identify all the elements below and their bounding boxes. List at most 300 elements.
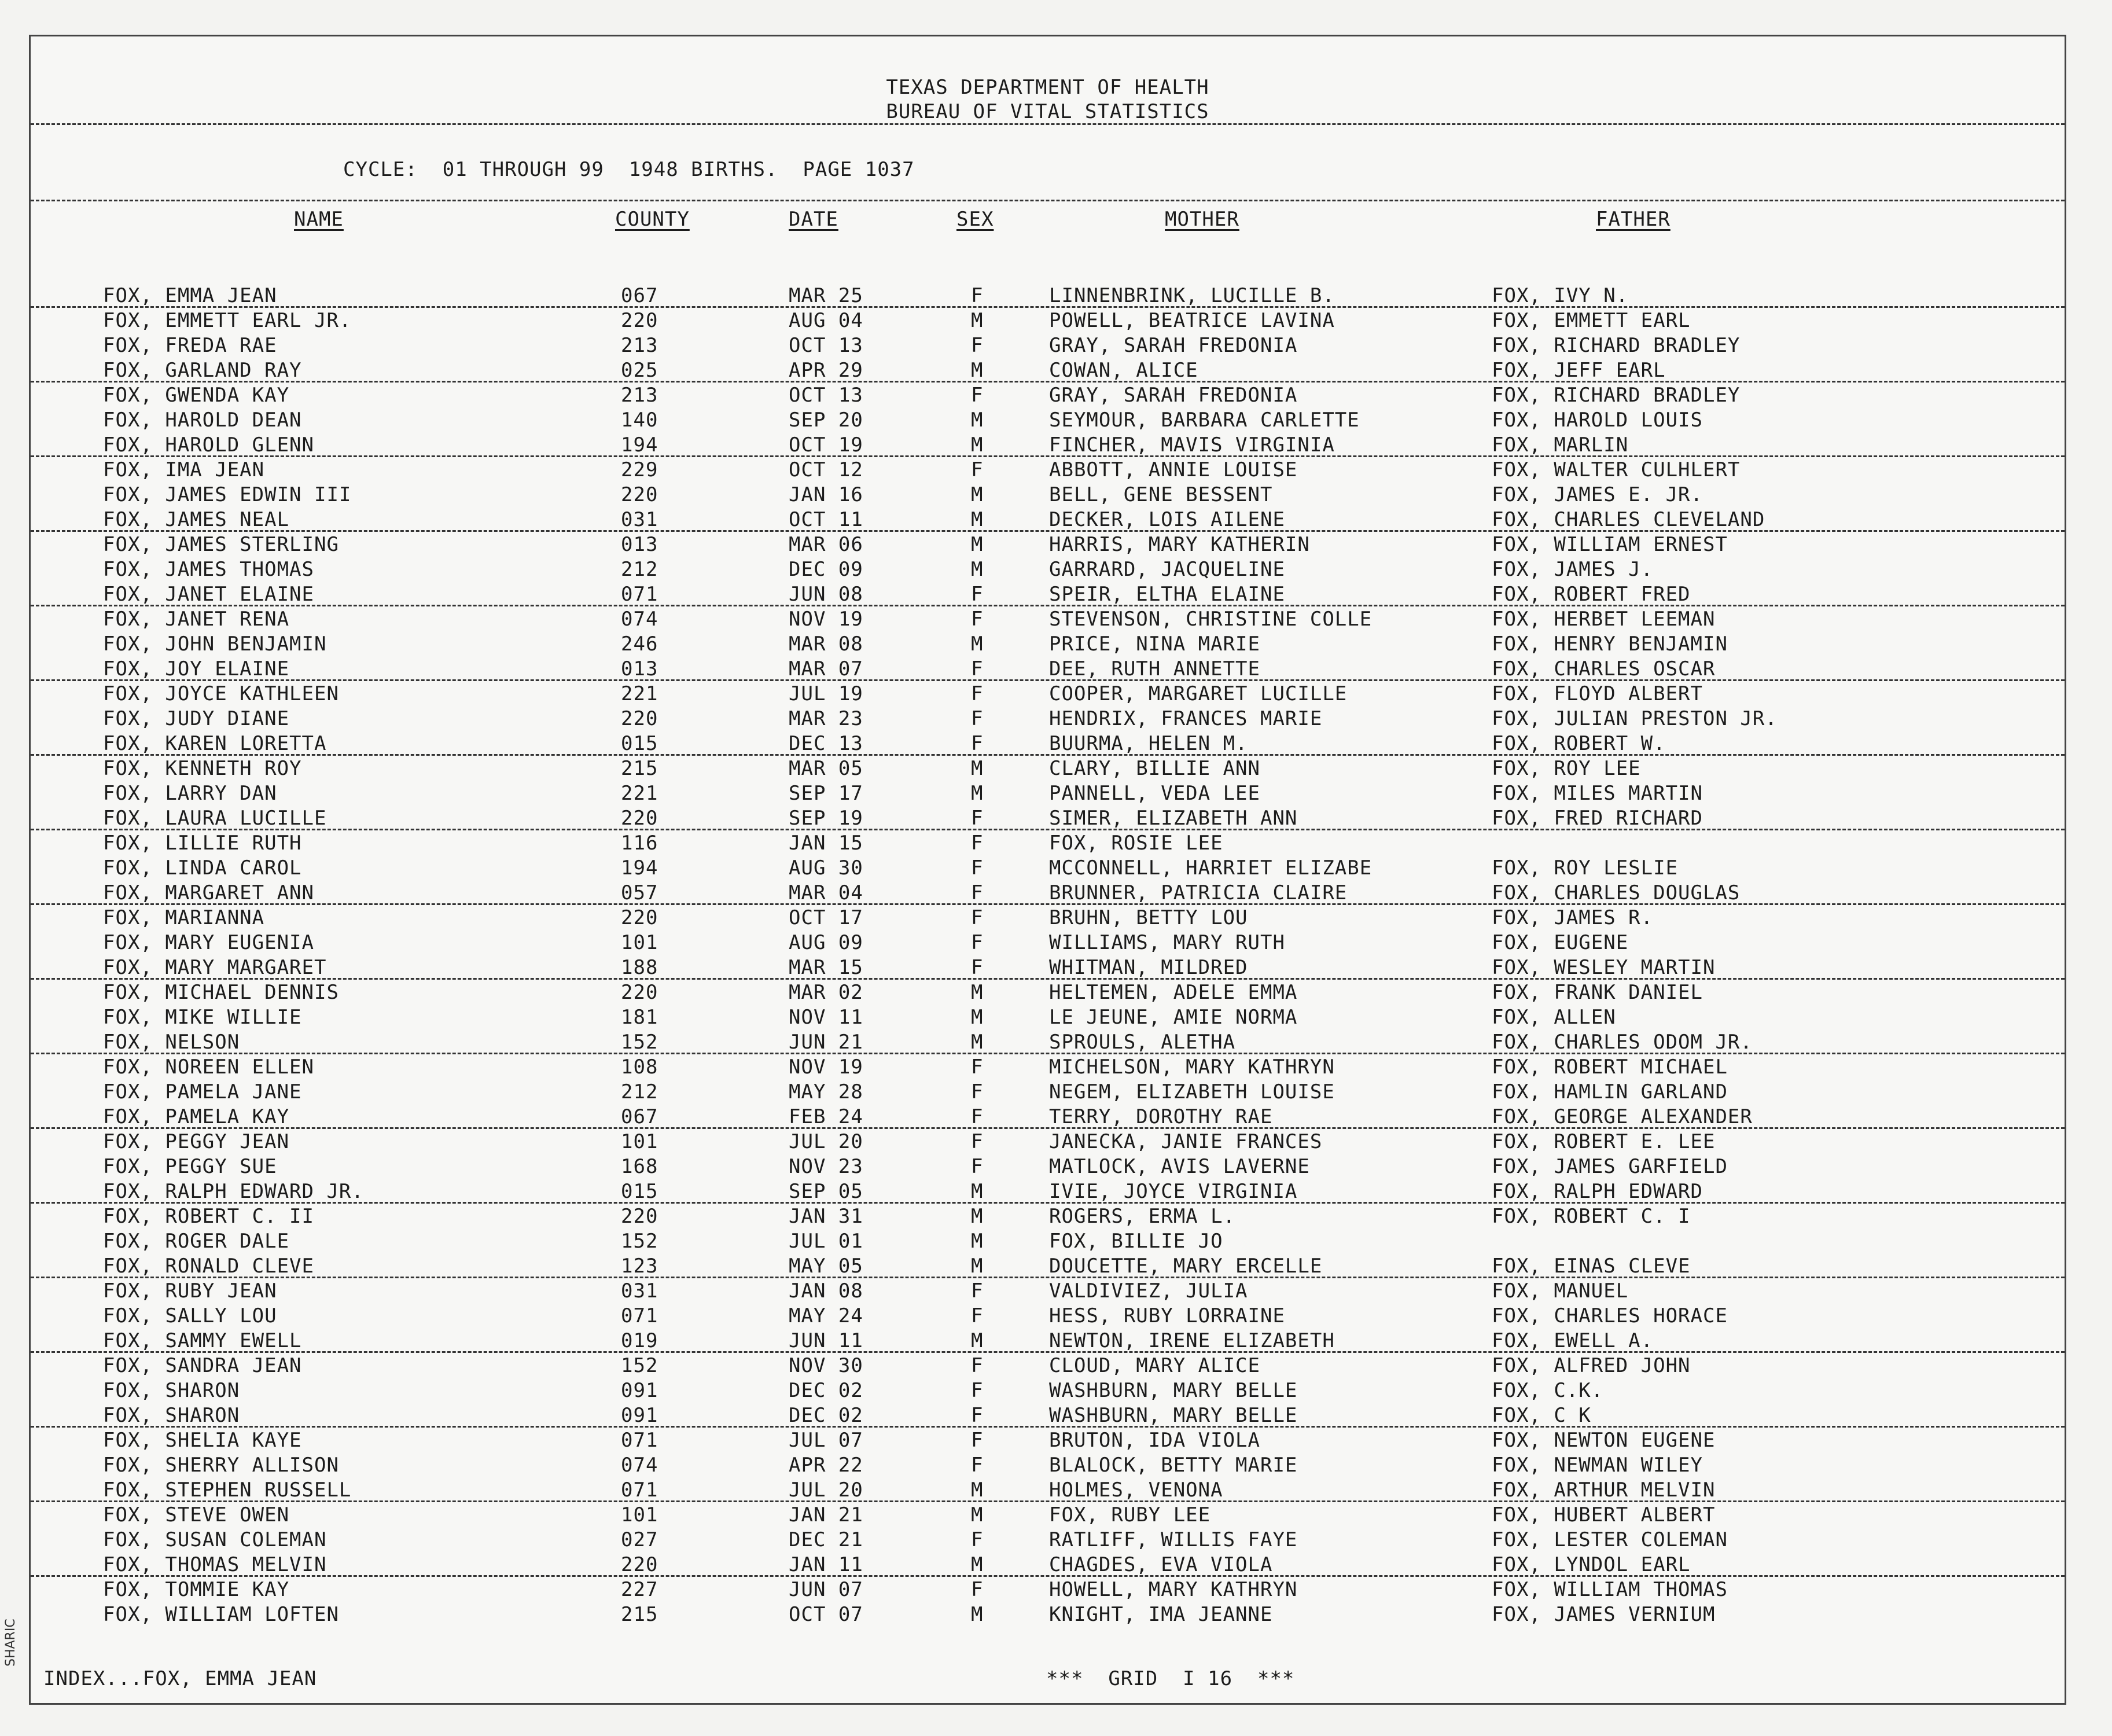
record-county: 057 — [621, 881, 658, 904]
record-sex: M — [971, 558, 984, 581]
record-father: FOX, LESTER COLEMAN — [1492, 1528, 1728, 1551]
record-county: 025 — [621, 359, 658, 382]
record-sex: M — [971, 782, 984, 805]
record-name: FOX, RALPH EDWARD JR. — [103, 1180, 364, 1203]
record-name: FOX, WILLIAM LOFTEN — [103, 1603, 339, 1626]
record-county: 116 — [621, 832, 658, 855]
record-mother: WASHBURN, MARY BELLE — [1049, 1404, 1298, 1427]
record-mother: WASHBURN, MARY BELLE — [1049, 1379, 1298, 1402]
record-father: FOX, C K — [1492, 1404, 1591, 1427]
record-row — [31, 1603, 2065, 1628]
document-frame — [29, 35, 2066, 1705]
record-mother: ROGERS, ERMA L. — [1049, 1205, 1236, 1228]
record-sex: M — [971, 1180, 984, 1203]
record-father: FOX, ALFRED JOHN — [1492, 1354, 1691, 1377]
record-county: 181 — [621, 1006, 658, 1029]
record-name: FOX, ROGER DALE — [103, 1230, 290, 1253]
record-row — [31, 1404, 2065, 1429]
record-name: FOX, JAMES NEAL — [103, 508, 290, 531]
record-county: 188 — [621, 956, 658, 979]
record-county: 215 — [621, 1603, 658, 1626]
record-sex: M — [971, 1006, 984, 1029]
record-father: FOX, ARTHUR MELVIN — [1492, 1478, 1716, 1502]
record-county: 194 — [621, 856, 658, 880]
record-mother: HELTEMEN, ADELE EMMA — [1049, 981, 1298, 1004]
record-father: FOX, NEWTON EUGENE — [1492, 1429, 1716, 1452]
record-county: 152 — [621, 1230, 658, 1253]
record-county: 220 — [621, 309, 658, 332]
record-father: FOX, WILLIAM THOMAS — [1492, 1578, 1728, 1601]
record-mother: GRAY, SARAH FREDONIA — [1049, 334, 1298, 357]
record-father: FOX, CHARLES CLEVELAND — [1492, 508, 1765, 531]
record-date: JAN 08 — [789, 1279, 863, 1303]
record-mother: COOPER, MARGARET LUCILLE — [1049, 682, 1348, 705]
record-mother: BUURMA, HELEN M. — [1049, 732, 1248, 755]
record-sex: M — [971, 1329, 984, 1352]
record-date: MAR 07 — [789, 657, 863, 681]
record-name: FOX, THOMAS MELVIN — [103, 1553, 327, 1576]
record-row — [31, 1205, 2065, 1230]
record-date: MAR 04 — [789, 881, 863, 904]
record-date: MAR 23 — [789, 707, 863, 730]
record-sex: F — [971, 608, 984, 631]
record-mother: FOX, ROSIE LEE — [1049, 832, 1223, 855]
record-name: FOX, JAMES THOMAS — [103, 558, 314, 581]
record-county: 213 — [621, 384, 658, 407]
record-mother: BRUNNER, PATRICIA CLAIRE — [1049, 881, 1348, 904]
record-mother: RATLIFF, WILLIS FAYE — [1049, 1528, 1298, 1551]
record-mother: BRUTON, IDA VIOLA — [1049, 1429, 1260, 1452]
record-sex: F — [971, 1578, 984, 1601]
record-row — [31, 433, 2065, 458]
record-county: 101 — [621, 1503, 658, 1527]
record-row — [31, 309, 2065, 334]
record-father: FOX, FLOYD ALBERT — [1492, 682, 1703, 705]
record-mother: TERRY, DOROTHY RAE — [1049, 1105, 1273, 1128]
column-county: COUNTY — [615, 208, 690, 231]
record-mother: DEE, RUTH ANNETTE — [1049, 657, 1260, 681]
record-mother: DECKER, LOIS AILENE — [1049, 508, 1285, 531]
record-mother: SEYMOUR, BARBARA CARLETTE — [1049, 409, 1360, 432]
record-row — [31, 1528, 2065, 1553]
record-name: FOX, SAMMY EWELL — [103, 1329, 302, 1352]
record-row — [31, 334, 2065, 359]
record-father: FOX, ROBERT MICHAEL — [1492, 1055, 1728, 1079]
record-county: 229 — [621, 458, 658, 481]
record-name: FOX, SHELIA KAYE — [103, 1429, 302, 1452]
record-county: 152 — [621, 1354, 658, 1377]
header-cycle: CYCLE: 01 THROUGH 99 1948 BIRTHS. PAGE 1037 — [343, 158, 915, 181]
record-mother: LINNENBRINK, LUCILLE B. — [1049, 284, 1335, 307]
record-row — [31, 1553, 2065, 1578]
record-county: 221 — [621, 782, 658, 805]
record-name: FOX, RUBY JEAN — [103, 1279, 277, 1303]
record-father: FOX, C.K. — [1492, 1379, 1604, 1402]
record-row — [31, 881, 2065, 906]
record-row — [31, 1304, 2065, 1329]
record-county: 220 — [621, 483, 658, 506]
record-name: FOX, STEPHEN RUSSELL — [103, 1478, 352, 1502]
footer-index: INDEX...FOX, EMMA JEAN — [43, 1667, 317, 1690]
record-county: 212 — [621, 1080, 658, 1104]
record-mother: SPEIR, ELTHA ELAINE — [1049, 583, 1285, 606]
record-county: 101 — [621, 1130, 658, 1153]
record-row — [31, 1080, 2065, 1105]
record-date: JUN 07 — [789, 1578, 863, 1601]
record-row — [31, 1429, 2065, 1454]
record-date: AUG 04 — [789, 309, 863, 332]
record-sex: M — [971, 433, 984, 457]
record-name: FOX, MARY MARGARET — [103, 956, 327, 979]
record-sex: M — [971, 1553, 984, 1576]
record-row — [31, 782, 2065, 807]
record-father: FOX, HAMLIN GARLAND — [1492, 1080, 1728, 1104]
record-name: FOX, GWENDA KAY — [103, 384, 290, 407]
record-father: FOX, NEWMAN WILEY — [1492, 1454, 1703, 1477]
record-name: FOX, FREDA RAE — [103, 334, 277, 357]
record-row — [31, 682, 2065, 707]
record-mother: VALDIVIEZ, JULIA — [1049, 1279, 1248, 1303]
record-name: FOX, SUSAN COLEMAN — [103, 1528, 327, 1551]
record-date: MAR 15 — [789, 956, 863, 979]
record-father: FOX, ALLEN — [1492, 1006, 1616, 1029]
record-father: FOX, MARLIN — [1492, 433, 1629, 457]
record-mother: IVIE, JOYCE VIRGINIA — [1049, 1180, 1298, 1203]
record-row — [31, 807, 2065, 832]
record-father: FOX, HERBET LEEMAN — [1492, 608, 1716, 631]
record-date: APR 22 — [789, 1454, 863, 1477]
record-county: 221 — [621, 682, 658, 705]
record-row — [31, 1503, 2065, 1528]
record-date: JAN 31 — [789, 1205, 863, 1228]
header-bureau: BUREAU OF VITAL STATISTICS — [886, 100, 1209, 123]
record-father: FOX, ROBERT E. LEE — [1492, 1130, 1716, 1153]
record-row — [31, 483, 2065, 508]
record-row — [31, 906, 2065, 931]
record-mother: FOX, BILLIE JO — [1049, 1230, 1223, 1253]
record-sex: F — [971, 1279, 984, 1303]
record-mother: CHAGDES, EVA VIOLA — [1049, 1553, 1273, 1576]
record-name: FOX, PAMELA KAY — [103, 1105, 290, 1128]
record-date: AUG 09 — [789, 931, 863, 954]
column-divider — [31, 200, 2065, 201]
record-name: FOX, JANET ELAINE — [103, 583, 314, 606]
record-mother: HENDRIX, FRANCES MARIE — [1049, 707, 1323, 730]
record-father: FOX, CHARLES ODOM JR. — [1492, 1031, 1753, 1054]
column-name: NAME — [294, 208, 344, 231]
record-date: MAY 05 — [789, 1255, 863, 1278]
record-sex: F — [971, 1404, 984, 1427]
record-father: FOX, EWELL A. — [1492, 1329, 1654, 1352]
record-sex: M — [971, 1031, 984, 1054]
record-father: FOX, HAROLD LOUIS — [1492, 409, 1703, 432]
record-name: FOX, STEVE OWEN — [103, 1503, 290, 1527]
record-sex: M — [971, 508, 984, 531]
record-county: 071 — [621, 1478, 658, 1502]
record-mother: BRUHN, BETTY LOU — [1049, 906, 1248, 929]
record-sex: F — [971, 1055, 984, 1079]
record-father: FOX, WILLIAM ERNEST — [1492, 533, 1728, 556]
record-sex: M — [971, 1603, 984, 1626]
record-sex: M — [971, 757, 984, 780]
record-date: JAN 16 — [789, 483, 863, 506]
record-name: FOX, JAMES EDWIN III — [103, 483, 352, 506]
record-date: NOV 11 — [789, 1006, 863, 1029]
record-row — [31, 1105, 2065, 1130]
record-date: NOV 30 — [789, 1354, 863, 1377]
record-mother: WHITMAN, MILDRED — [1049, 956, 1248, 979]
record-sex: M — [971, 409, 984, 432]
record-mother: BELL, GENE BESSENT — [1049, 483, 1273, 506]
record-sex: M — [971, 359, 984, 382]
record-sex: F — [971, 1528, 984, 1551]
column-sex: SEX — [956, 208, 994, 231]
record-mother: WILLIAMS, MARY RUTH — [1049, 931, 1285, 954]
record-name: FOX, NELSON — [103, 1031, 240, 1054]
record-sex: M — [971, 981, 984, 1004]
column-mother: MOTHER — [1165, 208, 1239, 231]
record-sex: F — [971, 956, 984, 979]
record-father: FOX, FRED RICHARD — [1492, 807, 1703, 830]
record-county: 213 — [621, 334, 658, 357]
record-date: JUN 08 — [789, 583, 863, 606]
record-sex: M — [971, 533, 984, 556]
record-date: DEC 02 — [789, 1379, 863, 1402]
record-father: FOX, EMMETT EARL — [1492, 309, 1691, 332]
record-mother: COWAN, ALICE — [1049, 359, 1198, 382]
record-sex: M — [971, 1205, 984, 1228]
record-sex: F — [971, 1379, 984, 1402]
record-father: FOX, JAMES E. JR. — [1492, 483, 1703, 506]
record-row — [31, 359, 2065, 384]
record-row — [31, 1454, 2065, 1478]
record-sex: F — [971, 334, 984, 357]
record-date: MAR 02 — [789, 981, 863, 1004]
record-date: JUL 20 — [789, 1478, 863, 1502]
column-father: FATHER — [1596, 208, 1671, 231]
record-name: FOX, KENNETH ROY — [103, 757, 302, 780]
record-date: NOV 23 — [789, 1155, 863, 1178]
record-father: FOX, RICHARD BRADLEY — [1492, 384, 1741, 407]
record-row — [31, 931, 2065, 956]
record-sex: F — [971, 1429, 984, 1452]
record-date: NOV 19 — [789, 1055, 863, 1079]
record-mother: MATLOCK, AVIS LAVERNE — [1049, 1155, 1310, 1178]
record-county: 101 — [621, 931, 658, 954]
record-sex: M — [971, 1478, 984, 1502]
record-county: 091 — [621, 1404, 658, 1427]
record-father: FOX, ROBERT C. I — [1492, 1205, 1691, 1228]
record-county: 071 — [621, 1304, 658, 1327]
record-sex: M — [971, 632, 984, 656]
record-mother: GRAY, SARAH FREDONIA — [1049, 384, 1298, 407]
record-row — [31, 1255, 2065, 1279]
record-county: 123 — [621, 1255, 658, 1278]
record-county: 027 — [621, 1528, 658, 1551]
record-county: 220 — [621, 1205, 658, 1228]
record-row — [31, 757, 2065, 782]
records-list — [31, 284, 2065, 1628]
record-mother: LE JEUNE, AMIE NORMA — [1049, 1006, 1298, 1029]
record-date: JUL 20 — [789, 1130, 863, 1153]
record-father: FOX, ROY LESLIE — [1492, 856, 1679, 880]
record-mother: PANNELL, VEDA LEE — [1049, 782, 1260, 805]
record-county: 015 — [621, 1180, 658, 1203]
record-name: FOX, SHARON — [103, 1404, 240, 1427]
record-date: DEC 21 — [789, 1528, 863, 1551]
record-father: FOX, RICHARD BRADLEY — [1492, 334, 1741, 357]
record-name: FOX, RONALD CLEVE — [103, 1255, 314, 1278]
record-county: 074 — [621, 1454, 658, 1477]
record-sex: M — [971, 1255, 984, 1278]
record-sex: F — [971, 657, 984, 681]
record-mother: JANECKA, JANIE FRANCES — [1049, 1130, 1323, 1153]
record-sex: F — [971, 906, 984, 929]
record-row — [31, 284, 2065, 309]
record-date: JUL 01 — [789, 1230, 863, 1253]
record-father: FOX, ROBERT W. — [1492, 732, 1666, 755]
side-label: SHARIC — [3, 1619, 18, 1667]
record-name: FOX, LILLIE RUTH — [103, 832, 302, 855]
record-county: 168 — [621, 1155, 658, 1178]
record-father: FOX, CHARLES HORACE — [1492, 1304, 1728, 1327]
record-date: JAN 21 — [789, 1503, 863, 1527]
record-mother: FOX, RUBY LEE — [1049, 1503, 1211, 1527]
record-sex: F — [971, 682, 984, 705]
record-date: NOV 19 — [789, 608, 863, 631]
record-father: FOX, JULIAN PRESTON JR. — [1492, 707, 1778, 730]
record-mother: DOUCETTE, MARY ERCELLE — [1049, 1255, 1323, 1278]
record-county: 067 — [621, 1105, 658, 1128]
record-county: 019 — [621, 1329, 658, 1352]
record-row — [31, 508, 2065, 533]
record-row — [31, 1379, 2065, 1404]
record-date: MAR 08 — [789, 632, 863, 656]
record-name: FOX, PEGGY SUE — [103, 1155, 277, 1178]
record-row — [31, 832, 2065, 856]
record-row — [31, 533, 2065, 558]
record-name: FOX, MICHAEL DENNIS — [103, 981, 339, 1004]
record-mother: HOLMES, VENONA — [1049, 1478, 1223, 1502]
record-date: OCT 13 — [789, 334, 863, 357]
record-row — [31, 384, 2065, 409]
record-sex: M — [971, 1230, 984, 1253]
record-mother: PRICE, NINA MARIE — [1049, 632, 1260, 656]
record-date: SEP 20 — [789, 409, 863, 432]
record-row — [31, 1478, 2065, 1503]
record-sex: F — [971, 1080, 984, 1104]
record-father: FOX, EUGENE — [1492, 931, 1629, 954]
record-mother: HOWELL, MARY KATHRYN — [1049, 1578, 1298, 1601]
record-county: 220 — [621, 707, 658, 730]
record-row — [31, 657, 2065, 682]
record-father: FOX, HUBERT ALBERT — [1492, 1503, 1716, 1527]
record-row — [31, 856, 2065, 881]
record-mother: ABBOTT, ANNIE LOUISE — [1049, 458, 1298, 481]
record-father: FOX, JAMES VERNIUM — [1492, 1603, 1716, 1626]
record-date: MAR 05 — [789, 757, 863, 780]
record-row — [31, 632, 2065, 657]
record-date: SEP 19 — [789, 807, 863, 830]
record-mother: NEGEM, ELIZABETH LOUISE — [1049, 1080, 1335, 1104]
record-name: FOX, LINDA CAROL — [103, 856, 302, 880]
record-county: 071 — [621, 1429, 658, 1452]
record-mother: KNIGHT, IMA JEANNE — [1049, 1603, 1273, 1626]
record-county: 215 — [621, 757, 658, 780]
record-row — [31, 1230, 2065, 1255]
record-name: FOX, SANDRA JEAN — [103, 1354, 302, 1377]
record-date: FEB 24 — [789, 1105, 863, 1128]
record-sex: F — [971, 856, 984, 880]
record-county: 194 — [621, 433, 658, 457]
record-father: FOX, CHARLES DOUGLAS — [1492, 881, 1741, 904]
record-row — [31, 409, 2065, 433]
record-mother: CLOUD, MARY ALICE — [1049, 1354, 1260, 1377]
record-father: FOX, ROBERT FRED — [1492, 583, 1691, 606]
record-sex: M — [971, 309, 984, 332]
record-county: 031 — [621, 1279, 658, 1303]
record-date: MAR 06 — [789, 533, 863, 556]
column-date: DATE — [789, 208, 838, 231]
record-name: FOX, MARGARET ANN — [103, 881, 314, 904]
record-sex: F — [971, 707, 984, 730]
record-date: OCT 12 — [789, 458, 863, 481]
record-mother: HESS, RUBY LORRAINE — [1049, 1304, 1285, 1327]
record-name: FOX, GARLAND RAY — [103, 359, 302, 382]
record-county: 220 — [621, 906, 658, 929]
record-date: OCT 07 — [789, 1603, 863, 1626]
record-name: FOX, PAMELA JANE — [103, 1080, 302, 1104]
record-father: FOX, FRANK DANIEL — [1492, 981, 1703, 1004]
record-row — [31, 583, 2065, 608]
record-mother: BLALOCK, BETTY MARIE — [1049, 1454, 1298, 1477]
record-sex: M — [971, 483, 984, 506]
record-sex: F — [971, 284, 984, 307]
record-name: FOX, SHERRY ALLISON — [103, 1454, 339, 1477]
record-county: 220 — [621, 1553, 658, 1576]
record-row — [31, 1006, 2065, 1031]
record-county: 067 — [621, 284, 658, 307]
record-row — [31, 1031, 2065, 1055]
record-sex: F — [971, 1304, 984, 1327]
record-date: MAR 25 — [789, 284, 863, 307]
record-father: FOX, IVY N. — [1492, 284, 1629, 307]
record-date: APR 29 — [789, 359, 863, 382]
record-sex: F — [971, 732, 984, 755]
record-mother: HARRIS, MARY KATHERIN — [1049, 533, 1310, 556]
record-county: 220 — [621, 981, 658, 1004]
record-name: FOX, ROBERT C. II — [103, 1205, 314, 1228]
record-date: OCT 19 — [789, 433, 863, 457]
record-date: JUL 07 — [789, 1429, 863, 1452]
record-date: JUN 11 — [789, 1329, 863, 1352]
record-row — [31, 956, 2065, 981]
record-date: JAN 15 — [789, 832, 863, 855]
record-row — [31, 1354, 2065, 1379]
record-father: FOX, LYNDOL EARL — [1492, 1553, 1691, 1576]
record-name: FOX, JOY ELAINE — [103, 657, 290, 681]
record-name: FOX, PEGGY JEAN — [103, 1130, 290, 1153]
record-mother: POWELL, BEATRICE LAVINA — [1049, 309, 1335, 332]
record-sex: F — [971, 1155, 984, 1178]
record-date: MAY 24 — [789, 1304, 863, 1327]
record-date: AUG 30 — [789, 856, 863, 880]
record-county: 074 — [621, 608, 658, 631]
record-father: FOX, MANUEL — [1492, 1279, 1629, 1303]
record-mother: MICHELSON, MARY KATHRYN — [1049, 1055, 1335, 1079]
record-father: FOX, WESLEY MARTIN — [1492, 956, 1716, 979]
record-date: JUN 21 — [789, 1031, 863, 1054]
